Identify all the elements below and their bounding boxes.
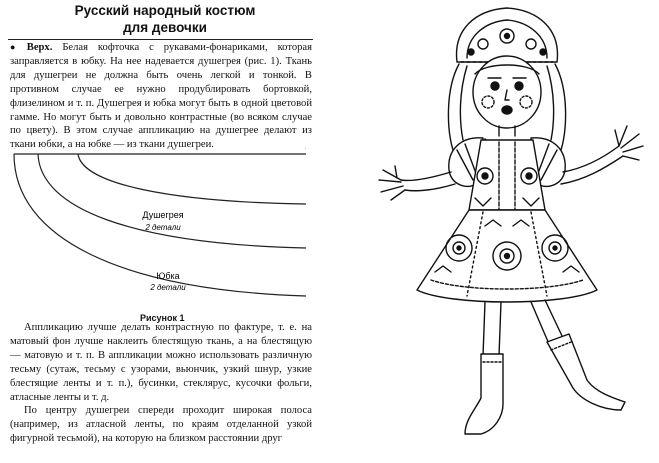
bodice-sub-label: 2 детали [145,223,181,232]
pattern-figure [0,148,320,338]
girl-costume-illustration [335,0,659,463]
intro-term: Верх. [26,42,53,53]
title-line-1: Русский народный костюм [74,3,256,18]
bodice-label: Душегрея [142,210,184,220]
skirt-sub-label: 2 детали [150,283,186,292]
title-divider [8,39,313,40]
page-title [40,2,290,36]
boots [465,334,625,434]
face [473,56,541,128]
figure-caption: Рисунок 1 [140,313,185,323]
intro-text: Белая кофточка с рукавами-фонариками, которая заправляется в юбку. На нее надевается душегрея (рис. 1). Ткань для душегреи не должна быть очень легкой и тонкой. В противном случае ее нужно продублировать бортовкой, флизелином и т. п. Душегрея и юбка могут быть в одной цветовой гамме. Но могут быть и довольно контрастные (во всяком случае по цвету). В этом случае аппликацию на душегрее делают из ткани юбки, а на юбке — из ткани душегреи. [10,42,313,151]
skirt-label: Юбка [156,271,180,281]
body-paragraph-1: Аппликацию лучше делать контрастную по фактуре, т. е. на матовый фон лучше наклеить блестящую ткань, а на блестящую — матовую и т. п. В аппликации можно использовать различную тесьму (сутаж, тесьму с узорами, вьюнчик, узкий шнур, узкие блестящие ленты и т. п.), бусинки, стеклярус, кусочки фольги, атласные ленты и т. д. [10,322,312,403]
bodice-pattern-inner-arc [78,154,306,204]
title-line-2: для девочки [123,20,207,35]
intro-paragraph [10,41,312,152]
bullet-icon: ● [10,42,23,52]
body-paragraph-2: По центру душегреи спереди проходит широкая полоса (например, из атласной ленты, по краям отделанной узкой фигурной тесьмой), на которую на близком расстоянии друг [10,405,312,444]
dushegreya-bodice [469,140,545,210]
bodice-pattern-outer-arc [38,154,306,248]
skirt [417,210,597,302]
